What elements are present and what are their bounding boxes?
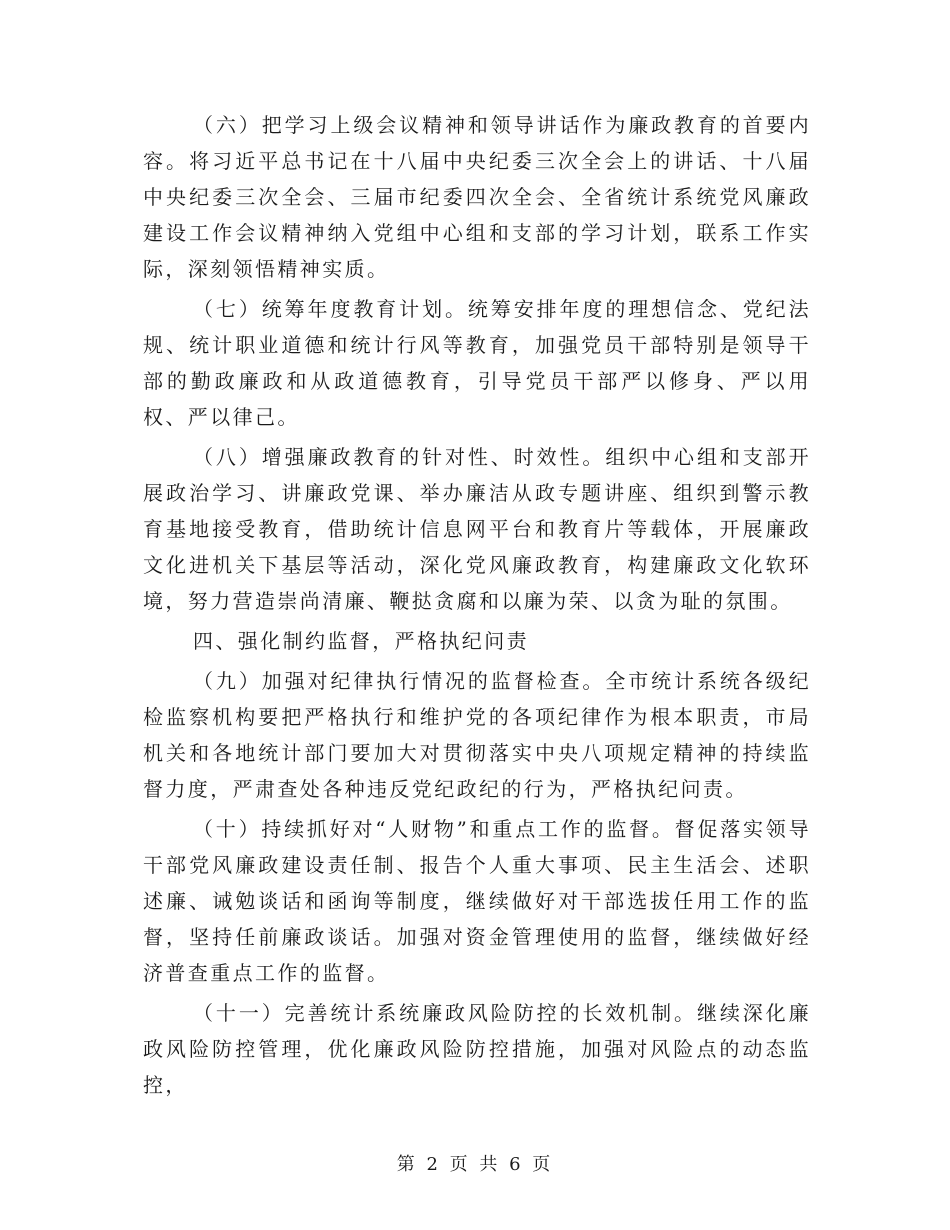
- paragraph-6: （六）把学习上级会议精神和领导讲话作为廉政教育的首要内容。将习近平总书记在十八届中央纪委三次全会上的讲话、十八届中央纪委三次全会、三届市纪委四次全会、全省统计系统党风廉政建设工作会议精神纳入党组中心组和支部的学习计划，联系工作实际，深刻领悟精神实质。: [143, 113, 811, 281]
- paragraph-8: （八）增强廉政教育的针对性、时效性。组织中心组和支部开展政治学习、讲廉政党课、举办廉洁从政专题讲座、组织到警示教育基地接受教育，借助统计信息网平台和教育片等载体，开展廉政文化进机关下基层等活动，深化党风廉政教育，构建廉政文化软环境，努力营造崇尚清廉、鞭挞贪腐和以廉为荣、以贪为耻的氛围。: [143, 445, 811, 613]
- paragraph-7: （七）统筹年度教育计划。统筹安排年度的理想信念、党纪法规、统计职业道德和统计行风等教育，加强党员干部特别是领导干部的勤政廉政和从政道德教育，引导党员干部严以修身、严以用权、严以律己。: [143, 297, 811, 429]
- section-heading: 四、强化制约监督，严格执纪问责: [193, 629, 529, 653]
- paragraph-9: （九）加强对纪律执行情况的监督检查。全市统计系统各级纪检监察机构要把严格执行和维护党的各项纪律作为根本职责，市局机关和各地统计部门要加大对贯彻落实中央八项规定精神的持续监督力度，严肃查处各种违反党纪政纪的行为，严格执纪问责。: [143, 669, 811, 801]
- paragraph-10: （十）持续抓好对“人财物”和重点工作的监督。督促落实领导干部党风廉政建设责任制、报告个人重大事项、民主生活会、述职述廉、诫勉谈话和函询等制度，继续做好对干部选拔任用工作的监督，坚持任前廉政谈话。加强对资金管理使用的监督，继续做好经济普查重点工作的监督。: [143, 817, 811, 985]
- document-body: [143, 107, 811, 1107]
- paragraph-11: （十一）完善统计系统廉政风险防控的长效机制。继续深化廉政风险防控管理，优化廉政风险防控措施，加强对风险点的动态监控，: [143, 1001, 811, 1097]
- page-number-footer: 第 2 页 共 6 页: [396, 1154, 554, 1175]
